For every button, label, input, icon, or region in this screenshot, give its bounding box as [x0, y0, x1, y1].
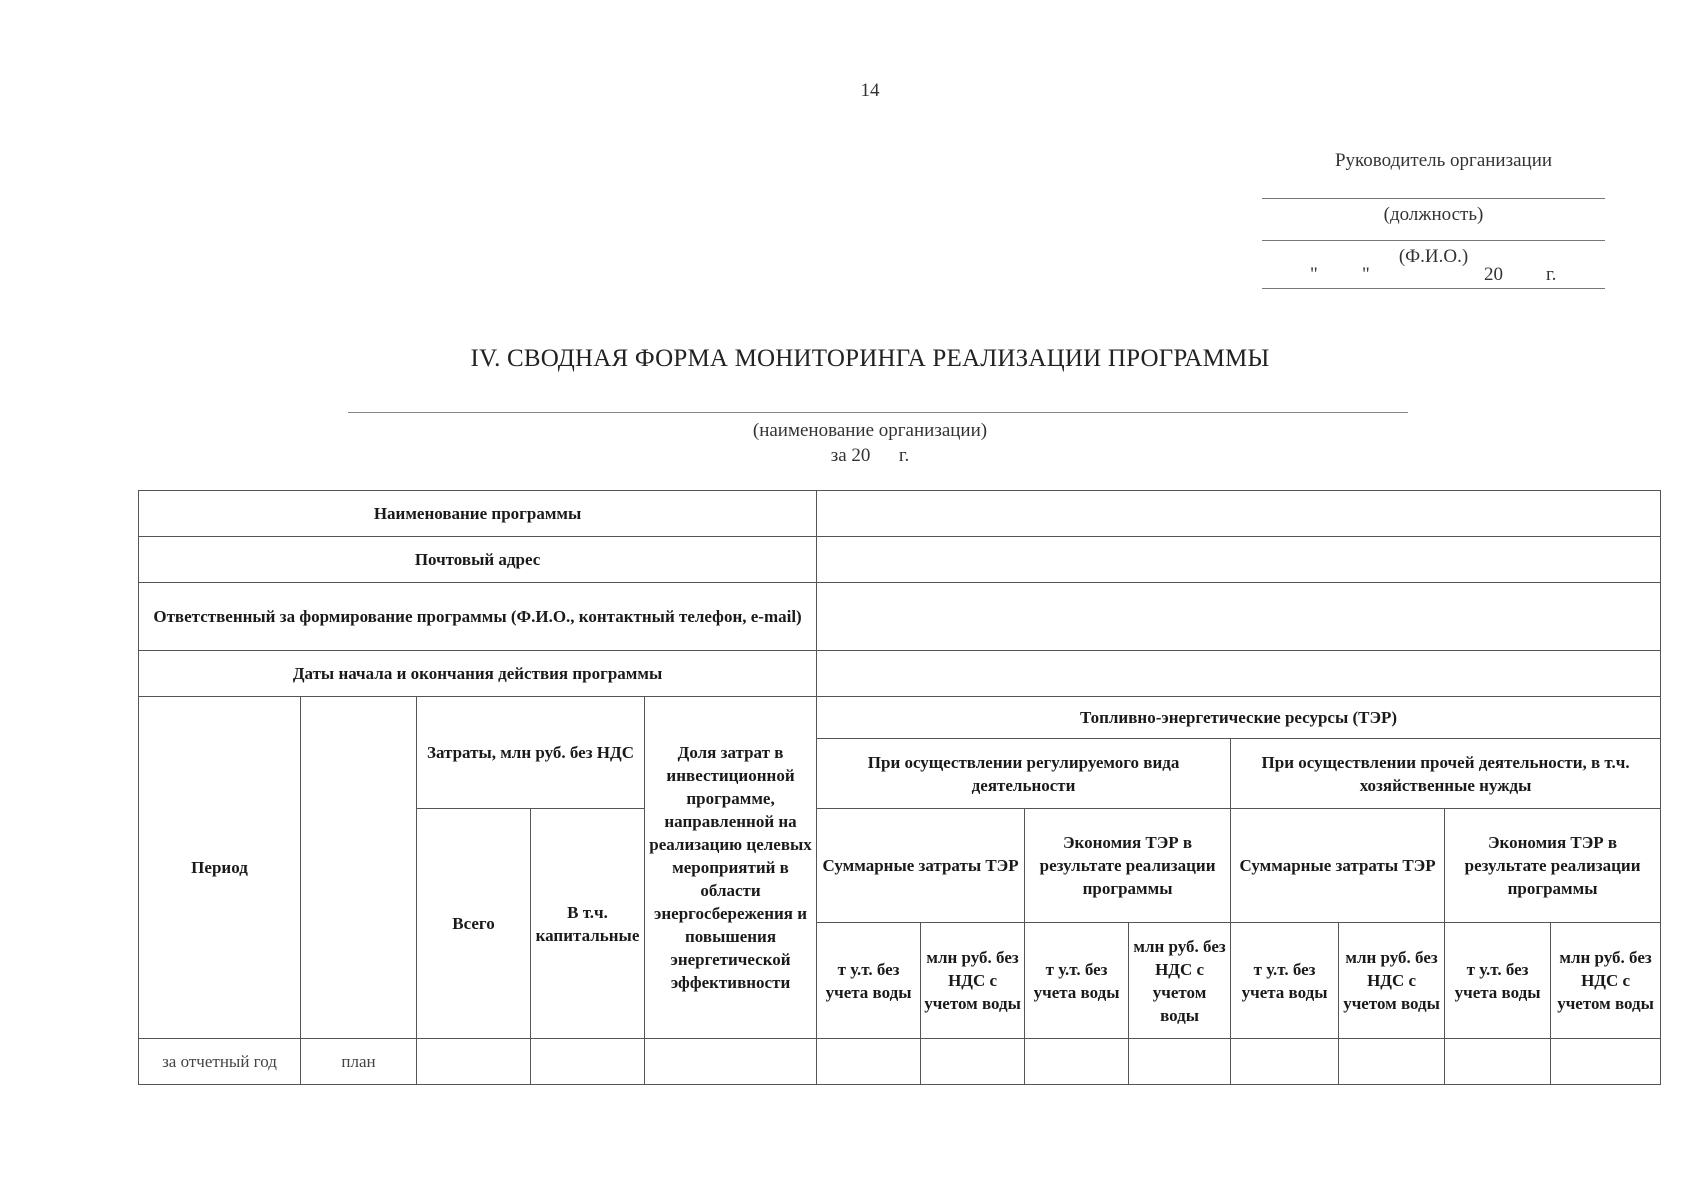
unit-tut-header: т у.т. без учета воды — [1231, 923, 1339, 1039]
quote-close: " — [1362, 264, 1370, 285]
costs-header: Затраты, млн руб. без НДС — [417, 697, 645, 809]
data-cell[interactable] — [1025, 1039, 1129, 1085]
info-label: Ответственный за формирование программы (Ф.И.О., контактный телефон, e-mail) — [139, 583, 817, 651]
data-cell[interactable] — [1445, 1039, 1551, 1085]
data-cell[interactable] — [645, 1039, 817, 1085]
form-title: IV. СВОДНАЯ ФОРМА МОНИТОРИНГА РЕАЛИЗАЦИИ ПРОГРАММЫ — [470, 345, 1270, 372]
approval-block — [1262, 150, 1605, 289]
info-value[interactable] — [817, 537, 1661, 583]
info-value[interactable] — [817, 651, 1661, 697]
data-cell[interactable] — [417, 1039, 531, 1085]
org-caption-block — [0, 418, 1697, 468]
period-header: Период — [139, 697, 301, 1039]
unit-mln-header: млн руб. без НДС с учетом воды — [1339, 923, 1445, 1039]
data-cell[interactable] — [921, 1039, 1025, 1085]
unit-mln-header: млн руб. без НДС с учетом воды — [1129, 923, 1231, 1039]
data-cell[interactable] — [1231, 1039, 1339, 1085]
approval-date-row — [1262, 264, 1605, 289]
regulated-header: При осуществлении регулируемого вида деятельности — [817, 739, 1231, 809]
info-value[interactable] — [817, 583, 1661, 651]
data-cell[interactable] — [531, 1039, 645, 1085]
page-number: 14 — [860, 80, 880, 101]
year-prefix: 20 — [1484, 264, 1503, 285]
unit-tut-header: т у.т. без учета воды — [817, 923, 921, 1039]
info-row — [139, 651, 1661, 697]
regulated-total-ter-header: Суммарные затраты ТЭР — [817, 809, 1025, 923]
info-value[interactable] — [817, 491, 1661, 537]
data-cell[interactable] — [1339, 1039, 1445, 1085]
unit-mln-header: млн руб. без НДС с учетом воды — [921, 923, 1025, 1039]
info-row — [139, 537, 1661, 583]
type-header — [301, 697, 417, 1039]
unit-tut-header: т у.т. без учета воды — [1025, 923, 1129, 1039]
data-period-cell: за отчетный год — [139, 1039, 301, 1085]
costs-capital-header: В т.ч. капитальные — [531, 809, 645, 1039]
position-caption: (должность) — [1262, 198, 1605, 240]
year-suffix: г. — [1546, 264, 1557, 285]
monitoring-form-table — [138, 490, 1661, 1085]
other-savings-header: Экономия ТЭР в результате реализации программы — [1445, 809, 1661, 923]
org-caption: (наименование организации) — [752, 420, 988, 441]
data-type-cell: план — [301, 1039, 417, 1085]
period-caption: за 20 г. — [830, 445, 910, 466]
unit-mln-header: млн руб. без НДС с учетом воды — [1551, 923, 1661, 1039]
share-header: Доля затрат в инвестиционной программе, направленной на реализацию целевых мероприятий в области энергосбережения и повышения энергетической эффективности — [645, 697, 817, 1039]
org-name-line — [348, 412, 1408, 413]
unit-tut-header: т у.т. без учета воды — [1445, 923, 1551, 1039]
info-row — [139, 583, 1661, 651]
info-label: Наименование программы — [139, 491, 817, 537]
data-cell[interactable] — [817, 1039, 921, 1085]
header-row-1 — [139, 697, 1661, 739]
quote-open: " — [1310, 264, 1318, 285]
info-label: Почтовый адрес — [139, 537, 817, 583]
costs-total-header: Всего — [417, 809, 531, 1039]
fio-caption: (Ф.И.О.) — [1262, 240, 1605, 262]
data-row — [139, 1039, 1661, 1085]
other-header: При осуществлении прочей деятельности, в т.ч. хозяйственные нужды — [1231, 739, 1661, 809]
regulated-savings-header: Экономия ТЭР в результате реализации программы — [1025, 809, 1231, 923]
data-cell[interactable] — [1129, 1039, 1231, 1085]
ter-header: Топливно-энергетические ресурсы (ТЭР) — [817, 697, 1661, 739]
approval-head: Руководитель организации — [1334, 150, 1553, 171]
info-row — [139, 491, 1661, 537]
other-total-ter-header: Суммарные затраты ТЭР — [1231, 809, 1445, 923]
data-cell[interactable] — [1551, 1039, 1661, 1085]
info-label: Даты начала и окончания действия программы — [139, 651, 817, 697]
